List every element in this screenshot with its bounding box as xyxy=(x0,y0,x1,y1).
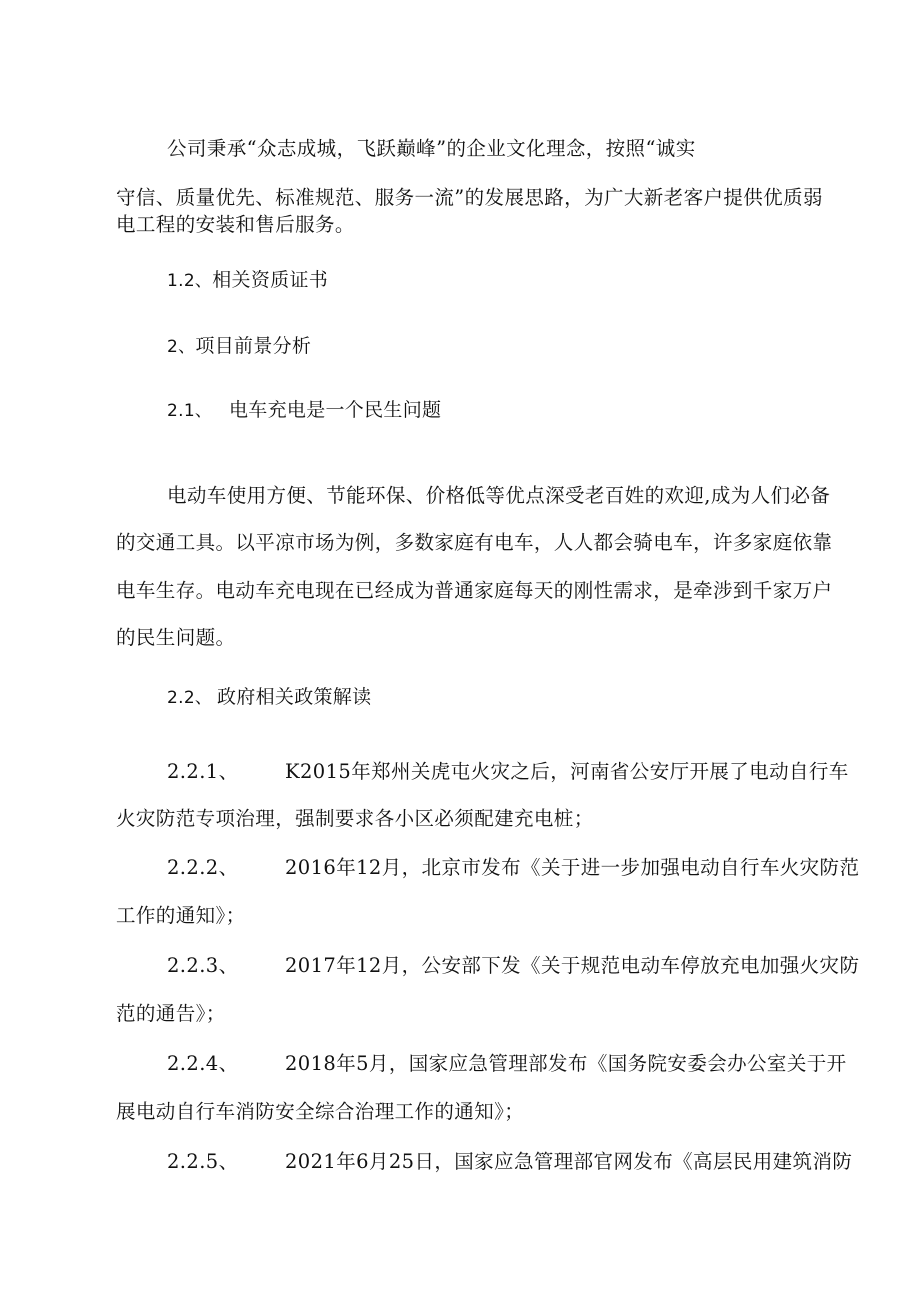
policy-item-3-number: 2.2.3、 xyxy=(167,954,239,977)
policy-item-5 xyxy=(167,1150,907,1174)
policy-item-4 xyxy=(167,1052,907,1076)
heading-2 xyxy=(167,334,907,359)
heading-2-1-number: 2.1、 xyxy=(167,401,213,421)
policy-item-4-text: 2018年5月，国家应急管理部发布《国务院安委会办公室关于开 xyxy=(285,1052,847,1075)
section-2-1-line-2: 的交通工具。以平凉市场为例，多数家庭有电车，人人都会骑电车，许多家庭依靠 xyxy=(116,531,833,554)
heading-2-1-title: 电车充电是一个民生问题 xyxy=(229,399,442,421)
intro-line-1: 公司秉承“众志成城，飞跃巅峰”的企业文化理念，按照“诚实 xyxy=(167,137,696,160)
heading-2-2-number: 2.2、 xyxy=(167,688,213,708)
policy-item-1-continuation: 火灾防范专项治理，强制要求各小区必须配建充电桩； xyxy=(116,807,594,830)
policy-item-1-number: 2.2.1、 xyxy=(167,760,239,783)
intro-line-2: 守信、质量优先、标准规范、服务一流”的发展思路，为广大新老客户提供优质弱 xyxy=(116,186,823,209)
section-2-1-line-3: 电车生存。电动车充电现在已经成为普通家庭每天的刚性需求，是牵涉到千家万户 xyxy=(116,579,833,602)
policy-item-5-number: 2.2.5、 xyxy=(167,1150,239,1173)
policy-item-3-continuation: 范的通告》； xyxy=(116,1002,226,1025)
policy-item-4-continuation: 展电动自行车消防安全综合治理工作的通知》； xyxy=(116,1100,525,1123)
heading-1-2 xyxy=(167,268,907,293)
heading-2-number: 2、 xyxy=(167,337,196,357)
policy-item-3-text: 2017年12月，公安部下发《关于规范电动车停放充电加强火灾防 xyxy=(285,954,860,977)
heading-1-2-number: 1.2、 xyxy=(167,271,213,291)
policy-item-1 xyxy=(167,760,907,784)
heading-2-2-title: 政府相关政策解读 xyxy=(217,686,372,708)
heading-1-2-title: 相关资质证书 xyxy=(212,269,329,291)
policy-item-2-text: 2016年12月，北京市发布《关于进一步加强电动自行车火灾防范 xyxy=(285,856,860,879)
policy-item-2 xyxy=(167,856,907,880)
heading-2-title: 项目前景分析 xyxy=(195,335,312,357)
policy-item-2-number: 2.2.2、 xyxy=(167,856,239,879)
policy-item-2-continuation: 工作的通知》； xyxy=(116,904,246,927)
heading-2-2 xyxy=(167,685,907,710)
section-2-1-line-4: 的民生问题。 xyxy=(116,626,236,649)
intro-line-3: 电工程的安装和售后服务。 xyxy=(116,213,355,236)
policy-item-1-text: K2015年郑州关虎屯火灾之后，河南省公安厅开展了电动自行车 xyxy=(285,760,849,783)
policy-item-5-text: 2021年6月25日，国家应急管理部官网发布《高层民用建筑消防 xyxy=(285,1150,853,1173)
section-2-1-line-1: 电动车使用方便、节能环保、价格低等优点深受老百姓的欢迎,成为人们必备 xyxy=(167,484,831,507)
policy-item-3 xyxy=(167,954,907,978)
heading-2-1 xyxy=(167,398,907,423)
policy-item-4-number: 2.2.4、 xyxy=(167,1052,239,1075)
